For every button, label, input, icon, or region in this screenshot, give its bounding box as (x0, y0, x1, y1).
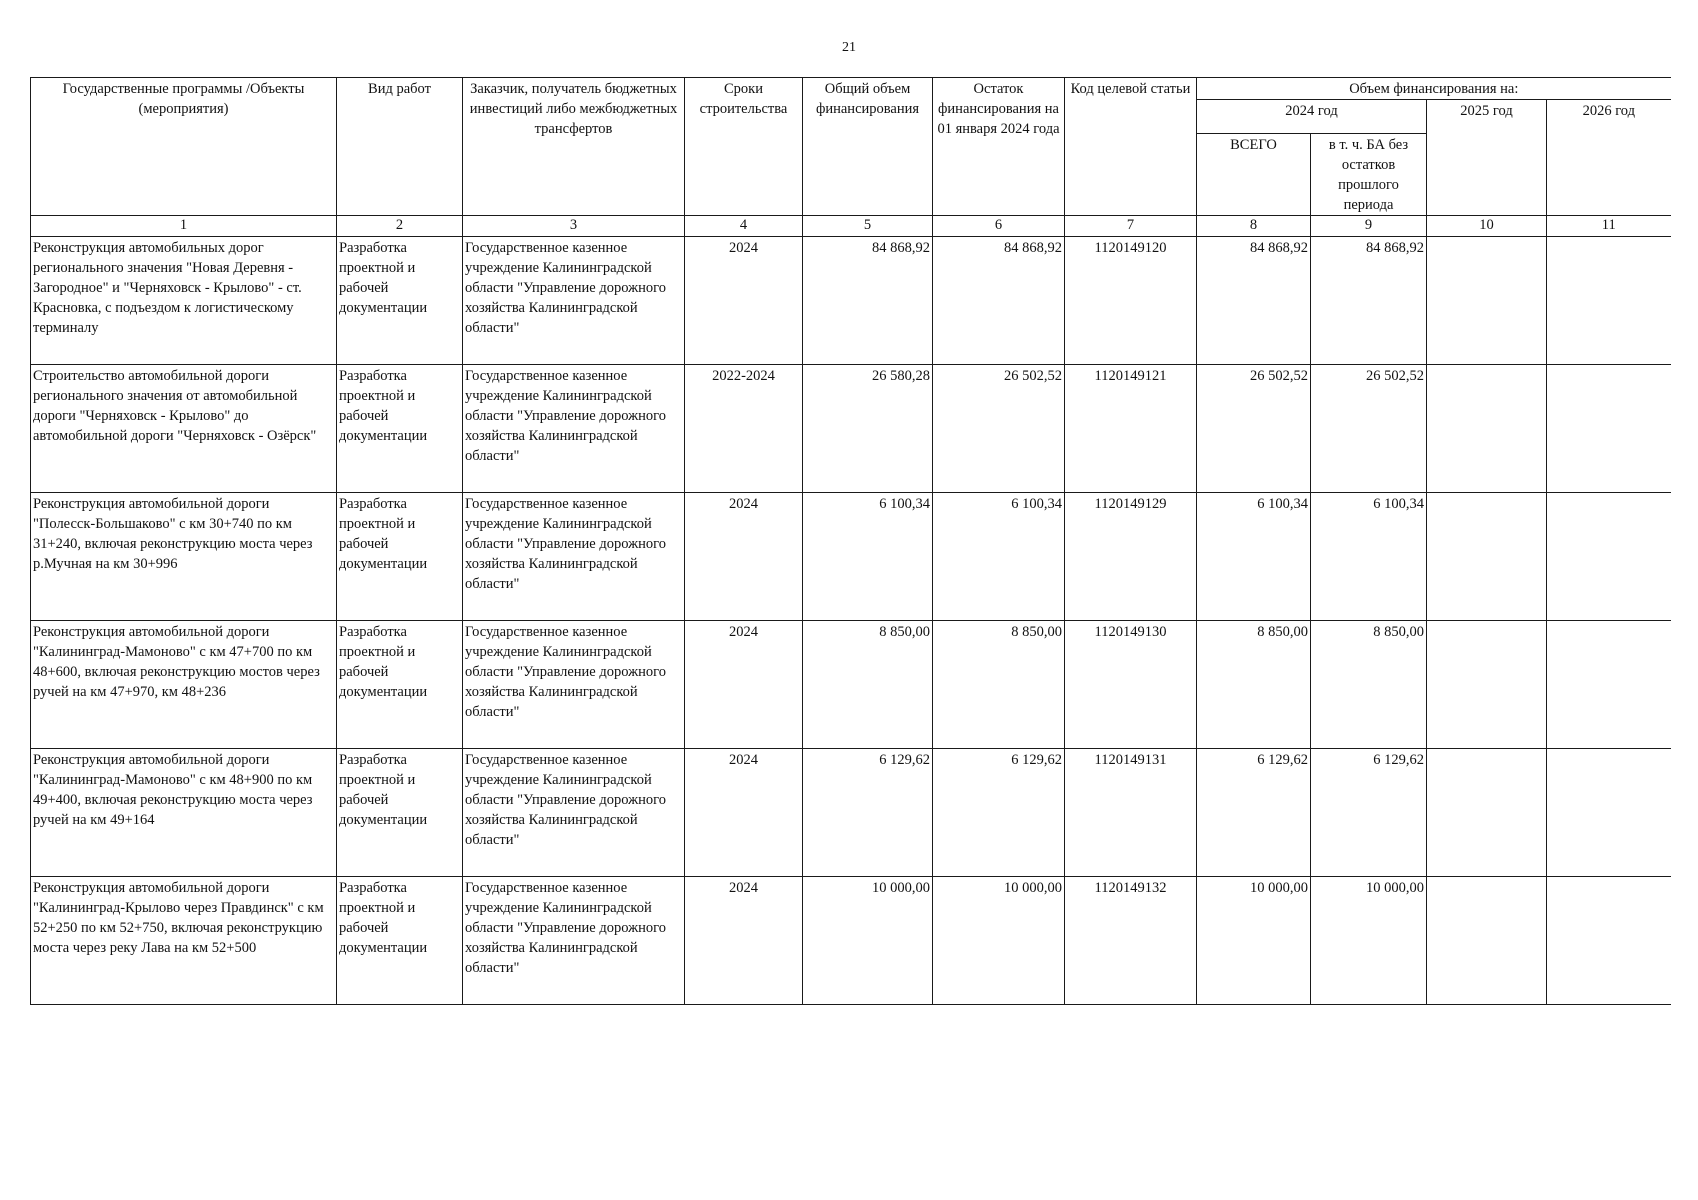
column-number: 10 (1427, 216, 1547, 237)
column-number: 7 (1065, 216, 1197, 237)
work-type-cell: Разработка проектной и рабочей документации (337, 877, 463, 1005)
customer-cell: Государственное казенное учреждение Калининградской области "Управление дорожного хозяйства Калининградской области" (463, 493, 685, 621)
total-2024-cell: 6 100,34 (1197, 493, 1311, 621)
year-2026-cell (1547, 621, 1671, 749)
work-type-cell: Разработка проектной и рабочей документации (337, 493, 463, 621)
header-programs: Государственные программы /Объекты (мероприятия) (31, 78, 337, 216)
table-row (31, 365, 1671, 493)
financing-table (30, 77, 1671, 1005)
code-cell: 1120149132 (1065, 877, 1197, 1005)
code-cell: 1120149130 (1065, 621, 1197, 749)
year-2025-cell (1427, 493, 1547, 621)
total-volume-cell: 6 100,34 (803, 493, 933, 621)
customer-cell: Государственное казенное учреждение Калининградской области "Управление дорожного хозяйства Калининградской области" (463, 877, 685, 1005)
ba-2024-cell: 6 100,34 (1311, 493, 1427, 621)
ba-2024-cell: 10 000,00 (1311, 877, 1427, 1005)
terms-cell: 2022-2024 (685, 365, 803, 493)
header-year-2024: 2024 год (1197, 100, 1427, 134)
remainder-cell: 26 502,52 (933, 365, 1065, 493)
column-number: 6 (933, 216, 1065, 237)
column-number: 8 (1197, 216, 1311, 237)
column-number: 9 (1311, 216, 1427, 237)
object-cell: Реконструкция автомобильной дороги "Калининград-Мамоново" с км 47+700 по км 48+600, включая реконструкцию мостов через ручей на км 47+970, км 48+236 (31, 621, 337, 749)
table-row (31, 749, 1671, 877)
code-cell: 1120149120 (1065, 237, 1197, 365)
customer-cell: Государственное казенное учреждение Калининградской области "Управление дорожного хозяйства Калининградской области" (463, 621, 685, 749)
remainder-cell: 6 100,34 (933, 493, 1065, 621)
work-type-cell: Разработка проектной и рабочей документации (337, 365, 463, 493)
total-2024-cell: 84 868,92 (1197, 237, 1311, 365)
header-total: ВСЕГО (1197, 134, 1311, 216)
terms-cell: 2024 (685, 749, 803, 877)
work-type-cell: Разработка проектной и рабочей документации (337, 237, 463, 365)
terms-cell: 2024 (685, 877, 803, 1005)
header-year-2026: 2026 год (1547, 100, 1671, 216)
header-work-type: Вид работ (337, 78, 463, 216)
total-volume-cell: 84 868,92 (803, 237, 933, 365)
total-2024-cell: 10 000,00 (1197, 877, 1311, 1005)
year-2026-cell (1547, 749, 1671, 877)
remainder-cell: 6 129,62 (933, 749, 1065, 877)
remainder-cell: 8 850,00 (933, 621, 1065, 749)
total-2024-cell: 8 850,00 (1197, 621, 1311, 749)
code-cell: 1120149129 (1065, 493, 1197, 621)
year-2025-cell (1427, 621, 1547, 749)
year-2026-cell (1547, 365, 1671, 493)
total-2024-cell: 6 129,62 (1197, 749, 1311, 877)
object-cell: Реконструкция автомобильной дороги "Калининград-Мамоново" с км 48+900 по км 49+400, включая реконструкцию моста через ручей на км 49+164 (31, 749, 337, 877)
object-cell: Реконструкция автомобильной дороги "Калининград-Крылово через Правдинск" с км 52+250 по км 52+750, включая реконструкцию моста через реку Лава на км 52+500 (31, 877, 337, 1005)
header-row-1 (31, 78, 1671, 100)
table-row (31, 877, 1671, 1005)
year-2025-cell (1427, 749, 1547, 877)
column-number: 11 (1547, 216, 1671, 237)
customer-cell: Государственное казенное учреждение Калининградской области "Управление дорожного хозяйства Калининградской области" (463, 749, 685, 877)
remainder-cell: 10 000,00 (933, 877, 1065, 1005)
column-number-row (31, 216, 1671, 237)
column-number: 3 (463, 216, 685, 237)
year-2025-cell (1427, 877, 1547, 1005)
header-year-2025: 2025 год (1427, 100, 1547, 216)
page-number: 21 (842, 40, 856, 55)
header-funding-volume: Объем финансирования на: (1197, 78, 1671, 100)
code-cell: 1120149131 (1065, 749, 1197, 877)
header-customer: Заказчик, получатель бюджетных инвестиций либо межбюджетных трансфертов (463, 78, 685, 216)
ba-2024-cell: 26 502,52 (1311, 365, 1427, 493)
column-number: 5 (803, 216, 933, 237)
ba-2024-cell: 6 129,62 (1311, 749, 1427, 877)
table-row (31, 237, 1671, 365)
year-2025-cell (1427, 365, 1547, 493)
year-2025-cell (1427, 237, 1547, 365)
header-code: Код целевой статьи (1065, 78, 1197, 216)
object-cell: Реконструкция автомобильных дорог регионального значения "Новая Деревня - Загородное" и "Черняховск - Крылово" - ст. Красновка, с подъездом к логистическому терминалу (31, 237, 337, 365)
object-cell: Строительство автомобильной дороги регионального значения от автомобильной дороги "Черняховск - Крылово" до автомобильной дороги "Черняховск - Озёрск" (31, 365, 337, 493)
customer-cell: Государственное казенное учреждение Калининградской области "Управление дорожного хозяйства Калининградской области" (463, 365, 685, 493)
year-2026-cell (1547, 493, 1671, 621)
terms-cell: 2024 (685, 493, 803, 621)
total-volume-cell: 10 000,00 (803, 877, 933, 1005)
customer-cell: Государственное казенное учреждение Калининградской области "Управление дорожного хозяйства Калининградской области" (463, 237, 685, 365)
table-row (31, 621, 1671, 749)
column-number: 2 (337, 216, 463, 237)
work-type-cell: Разработка проектной и рабочей документации (337, 749, 463, 877)
total-volume-cell: 8 850,00 (803, 621, 933, 749)
total-2024-cell: 26 502,52 (1197, 365, 1311, 493)
year-2026-cell (1547, 237, 1671, 365)
header-total-volume: Общий объем финансирования (803, 78, 933, 216)
ba-2024-cell: 84 868,92 (1311, 237, 1427, 365)
year-2026-cell (1547, 877, 1671, 1005)
remainder-cell: 84 868,92 (933, 237, 1065, 365)
table-row (31, 493, 1671, 621)
total-volume-cell: 6 129,62 (803, 749, 933, 877)
code-cell: 1120149121 (1065, 365, 1197, 493)
header-terms: Сроки строительства (685, 78, 803, 216)
work-type-cell: Разработка проектной и рабочей документации (337, 621, 463, 749)
header-remainder: Остаток финансирования на 01 января 2024 года (933, 78, 1065, 216)
column-number: 4 (685, 216, 803, 237)
column-number: 1 (31, 216, 337, 237)
ba-2024-cell: 8 850,00 (1311, 621, 1427, 749)
terms-cell: 2024 (685, 621, 803, 749)
total-volume-cell: 26 580,28 (803, 365, 933, 493)
terms-cell: 2024 (685, 237, 803, 365)
header-incl-ba: в т. ч. БА без остатков прошлого периода (1311, 134, 1427, 216)
object-cell: Реконструкция автомобильной дороги "Полесск-Большаково" с км 30+740 по км 31+240, включая реконструкцию моста через р.Мучная на км 30+996 (31, 493, 337, 621)
